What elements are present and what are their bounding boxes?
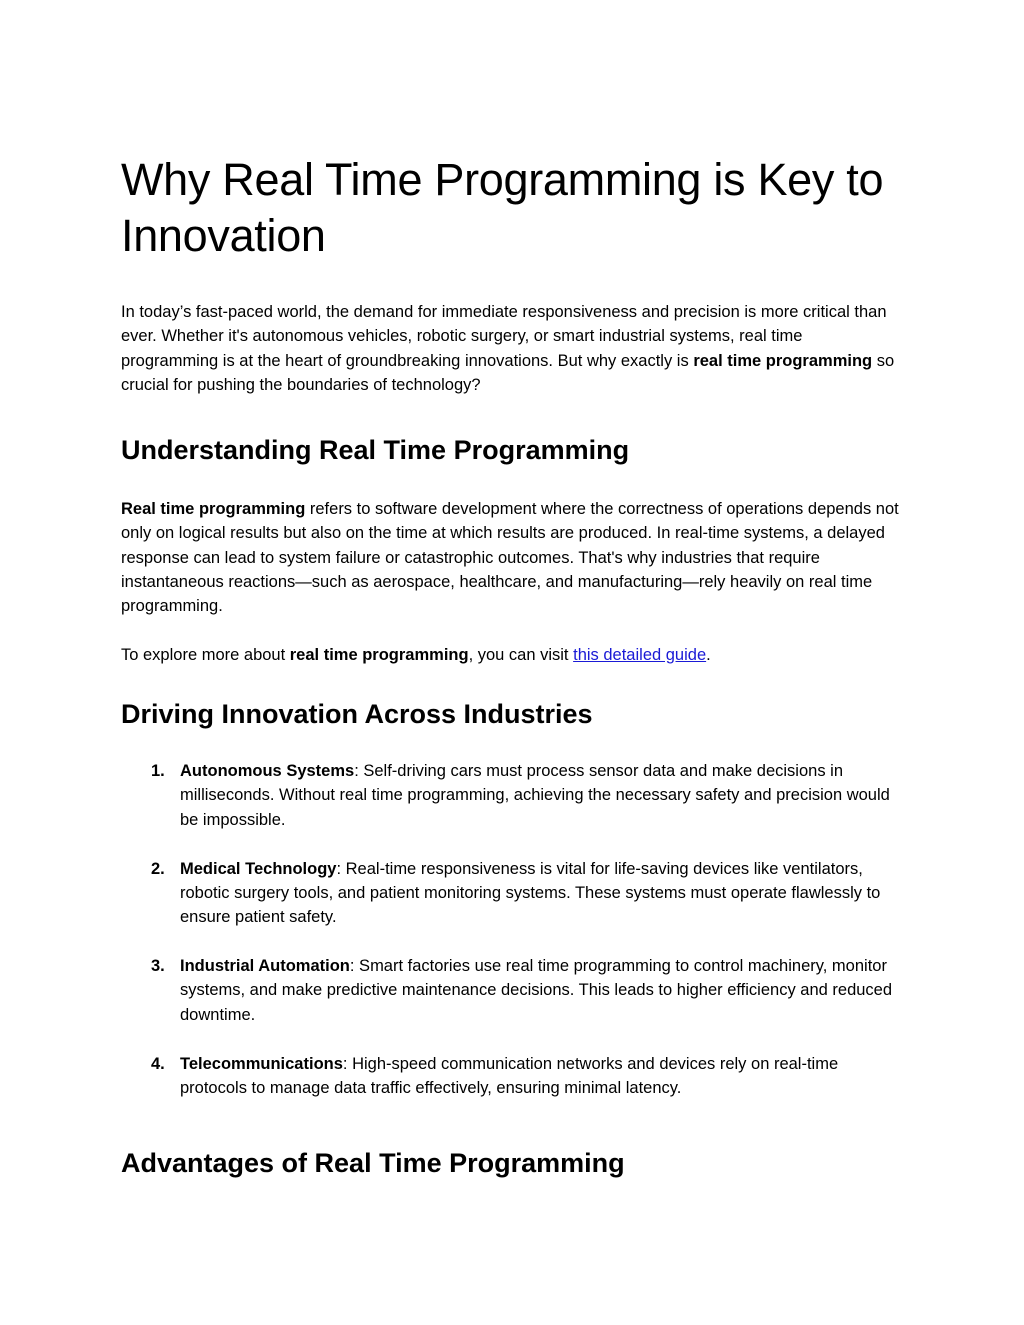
heading-driving-innovation: Driving Innovation Across Industries (121, 698, 593, 729)
intro-bold-term: real time programming (693, 351, 873, 370)
list-item-title: Telecommunications (180, 1054, 343, 1073)
list-item-text: : Smart factories use real time programming to control machinery, monitor systems, and make predictive maintenance decisions. This leads to higher efficiency and reduced downtime. (180, 957, 893, 1024)
explore-bold-term: real time programming (289, 645, 469, 664)
list-item (121, 759, 901, 832)
list-item-title: Industrial Automation (180, 957, 350, 976)
list-item-number: 2. (151, 859, 165, 878)
list-item-title: Medical Technology (180, 859, 337, 878)
heading-advantages: Advantages of Real Time Programming (121, 1148, 625, 1179)
list-item-text: : Real-time responsiveness is vital for life-saving devices like ventilators, robotic surgery tools, and patient monitoring systems. These systems must operate flawlessly to ensure patient safety. (180, 859, 881, 927)
detailed-guide-link[interactable]: this detailed guide (573, 645, 707, 664)
explore-text-before: To explore more about (121, 645, 290, 664)
explore-text-after: . (706, 645, 711, 664)
intro-text-before: In today’s fast-paced world, the demand for immediate responsiveness and precision is more critical than ever. Whether it's autonomous vehicles, robotic surgery, or smart industrial systems, real time programming is at the heart of groundbreaking innovations. But why exactly is (121, 303, 887, 370)
list-item (121, 857, 901, 930)
list-item (121, 954, 901, 1027)
page-title: Why Real Time Programming is Key to Innovation (121, 154, 884, 261)
list-item-number: 3. (151, 957, 165, 976)
heading-understanding: Understanding Real Time Programming (121, 435, 630, 466)
definition-bold-term: Real time programming (121, 500, 306, 519)
definition-text: refers to software development where the correctness of operations depends not only on logical results but also on the time at which results are produced. In real-time systems, a delayed response can lead to system failure or catastrophic outcomes. That's why industries that require instantaneous reactions—such as aerospace, healthcare, and manufacturing—rely heavily on real time programming. (121, 500, 899, 616)
intro-text-after: so crucial for pushing the boundaries of technology? (121, 351, 895, 394)
list-item (121, 1052, 901, 1101)
explore-text-middle: , you can visit (468, 645, 574, 664)
document-page (121, 152, 901, 1180)
explore-paragraph (121, 643, 901, 667)
intro-paragraph (121, 300, 901, 397)
industries-list (121, 759, 901, 1100)
list-item-text: : High-speed communication networks and devices rely on real-time protocols to manage data traffic effectively, ensuring minimal latency. (180, 1054, 839, 1097)
list-item-number: 1. (151, 761, 165, 780)
list-item-text: : Self-driving cars must process sensor data and make decisions in milliseconds. Without real time programming, achieving the necessary safety and precision would be impossible. (180, 761, 890, 829)
list-item-number: 4. (151, 1054, 165, 1073)
list-item-title: Autonomous Systems (180, 761, 355, 780)
definition-paragraph (121, 497, 901, 618)
